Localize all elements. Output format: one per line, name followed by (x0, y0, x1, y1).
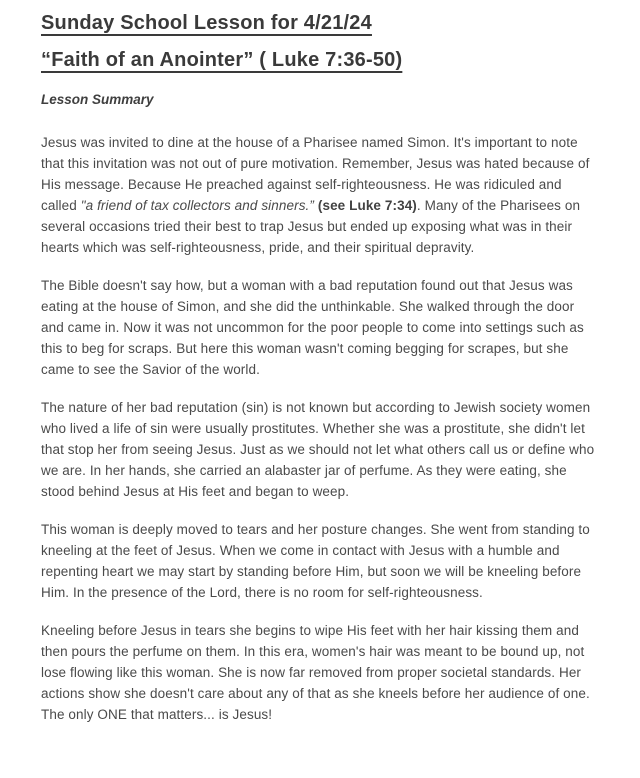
paragraph (41, 519, 600, 603)
text-segment: The Bible doesn't say how, but a woman with a bad reputation found out that Jesus was eating at the house of Simon, and she did the unthinkable. She walked through the door and came in. Now it was not uncommon for the poor people to come into settings such as this to beg for scraps. But here this woman wasn't coming begging for scrapes, but she came to see the Savior of the world. (41, 278, 584, 377)
paragraph (41, 397, 600, 502)
text-segment: "a friend of tax collectors and sinners.” (80, 198, 314, 213)
paragraph (41, 132, 600, 258)
page-title (41, 5, 600, 79)
text-segment: This woman is deeply moved to tears and her posture changes. She went from standing to kneeling at the feet of Jesus. When we come in contact with Jesus with a humble and repenting heart we may start by standing before Him, but soon we will be kneeling before Him. In the presence of the Lord, there is no room for self-righteousness. (41, 522, 590, 600)
text-segment: Kneeling before Jesus in tears she begins to wipe His feet with her hair kissing them and then pours the perfume on them. In this era, women's hair was meant to be bound up, not lose flowing like this woman. She is now far removed from proper societal standards. Her actions show she doesn't care about any of that as she kneels before her audience of one. The only ONE that matters... is Jesus! (41, 623, 590, 722)
text-segment: The nature of her bad reputation (sin) is not known but according to Jewish society women who lived a life of sin were usually prostitutes. Whether she was a prostitute, she didn't let that stop her from seeing Jesus. Just as we should not let what others call us or define who we are. In her hands, she carried an alabaster jar of perfume. As they were eating, she stood behind Jesus at His feet and began to weep. (41, 400, 595, 499)
lesson-body (41, 132, 600, 725)
paragraph (41, 620, 600, 725)
title-line-1: Sunday School Lesson for 4/21/24 (41, 12, 372, 34)
section-heading: Lesson Summary (41, 92, 154, 107)
text-segment: (see Luke 7:34) (317, 198, 417, 213)
paragraph (41, 275, 600, 380)
title-line-2: “Faith of an Anointer” ( Luke 7:36-50) (41, 49, 403, 71)
text-segment: Jesus was invited to dine at the house of a Pharisee named Simon. It's important to note that this invitation was not out of pure motivation. Remember, Jesus was hated because of His message. Because He preached against self-righteousness. He was ridiculed and called (41, 135, 590, 213)
text-segment: . Many of the Pharisees on several occasions tried their best to trap Jesus but ended up exposing what was in their hearts which was self-righteousness, pride, and their spiritual depravity. (41, 198, 581, 255)
